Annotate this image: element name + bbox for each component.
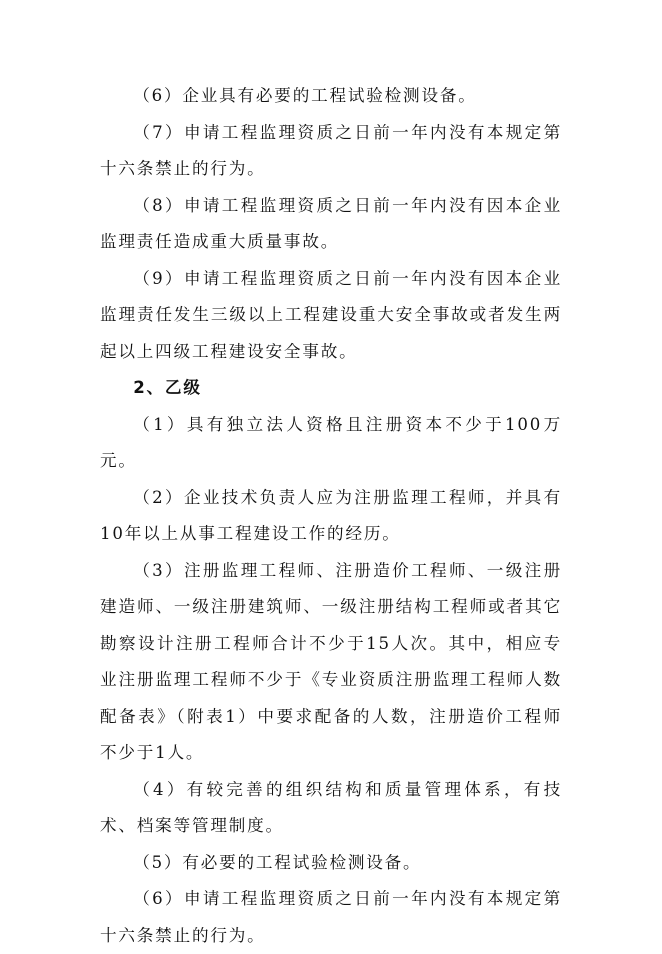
paragraph-item-1: （1）具有独立法人资格且注册资本不少于100万元。	[100, 414, 562, 470]
paragraph-item-6-top: （6）企业具有必要的工程试验检测设备。	[133, 86, 477, 105]
paragraph-item-3: （3）注册监理工程师、注册造价工程师、一级注册建造师、一级注册建筑师、一级注册结构工程师或者其它勘察设计注册工程师合计不少于15人次。其中，相应专业注册监理工程师不少于《专业资质注册监理工程师人数配备表》（附表1）中要求配备的人数，注册造价工程师不少于1人。	[100, 560, 562, 762]
section-heading-grade-b: 2、乙级	[133, 378, 202, 397]
paragraph-item-7-top: （7）申请工程监理资质之日前一年内没有本规定第十六条禁止的行为。	[100, 122, 562, 178]
paragraph-item-5: （5）有必要的工程试验检测设备。	[133, 852, 422, 872]
paragraph-item-8-top: （8）申请工程监理资质之日前一年内没有因本企业监理责任造成重大质量事故。	[100, 195, 562, 251]
paragraph-item-2: （2）企业技术负责人应为注册监理工程师，并具有10年以上从事工程建设工作的经历。	[100, 487, 562, 543]
paragraph-item-9-top: （9）申请工程监理资质之日前一年内没有因本企业监理责任发生三级以上工程建设重大安全事故或者发生两起以上四级工程建设安全事故。	[100, 268, 562, 361]
paragraph-item-6: （6）申请工程监理资质之日前一年内没有本规定第十六条禁止的行为。	[100, 889, 562, 945]
paragraph-item-4: （4）有较完善的组织结构和质量管理体系，有技术、档案等管理制度。	[100, 779, 562, 835]
document-page	[100, 78, 562, 954]
